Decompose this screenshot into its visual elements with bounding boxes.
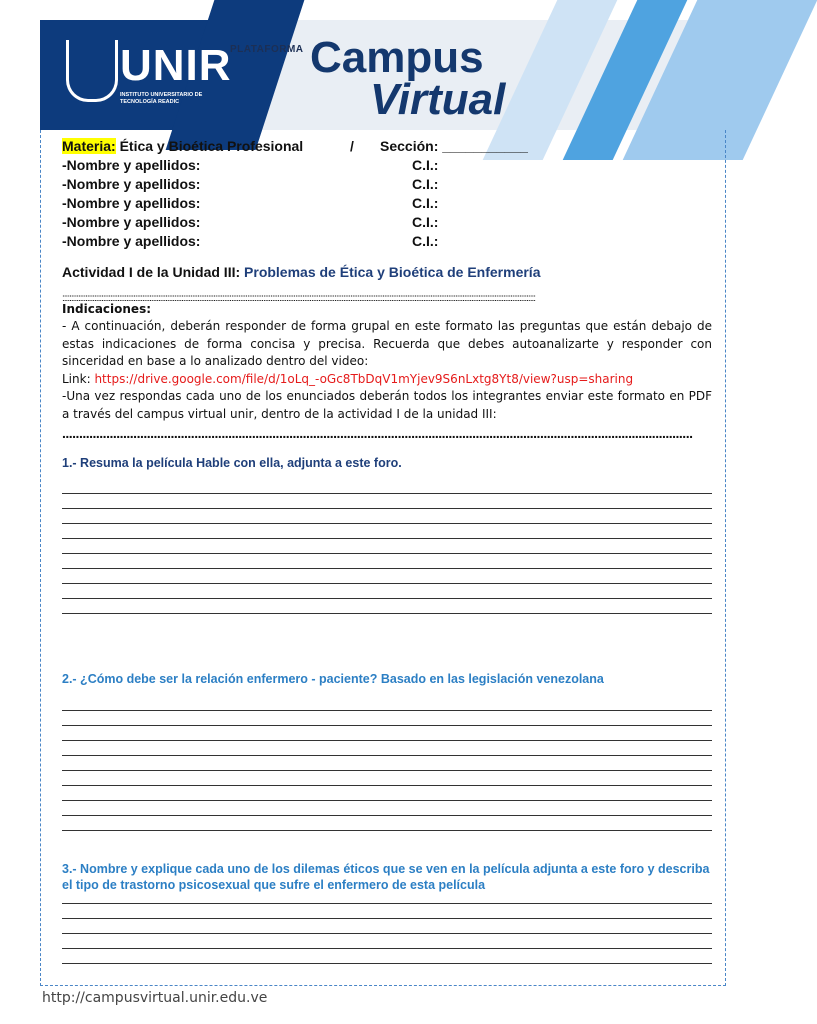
virtual-title: Virtual — [370, 75, 506, 124]
indications-paragraph: -Una vez respondas cada uno de los enunciados deberán todos los integrantes enviar este formato en PDF a través del campus virtual unir, dentro de la actividad I de la unidad III: — [62, 389, 712, 421]
activity-prefix: Actividad I de la Unidad III: — [62, 264, 245, 280]
activity-name: Problemas de Ética y Bioética de Enfermería — [244, 264, 541, 280]
indications-paragraph: - A continuación, deberán responder de forma grupal en este formato las preguntas que están debajo de estas indicaciones de forma concisa y precisa. Recuerda que debes autoanalizarte y responder con sinceridad en base a lo analizado dentro del video: — [62, 319, 712, 368]
answer-line[interactable] — [62, 613, 712, 614]
answer-line[interactable] — [62, 903, 712, 904]
link-label: Link: — [62, 371, 95, 386]
page-frame — [40, 130, 726, 986]
answer-line[interactable] — [62, 800, 712, 801]
question-1: 1.- Resuma la película Hable con ella, adjunta a este foro. — [62, 456, 402, 470]
name-field[interactable]: -Nombre y apellidos: — [62, 214, 201, 230]
student-row — [62, 157, 712, 176]
course-row — [62, 138, 712, 157]
student-row — [62, 176, 712, 195]
answer-line[interactable] — [62, 598, 712, 599]
answer-line[interactable] — [62, 710, 712, 711]
name-field[interactable]: -Nombre y apellidos: — [62, 157, 201, 173]
answer-line[interactable] — [62, 755, 712, 756]
answer-line[interactable] — [62, 770, 712, 771]
video-link[interactable]: https://drive.google.com/file/d/1oLq_-oGc8TbDqV1mYjev9S6nLxtg8Yt8/view?usp=sharing — [94, 371, 634, 386]
logo-text: UNIR — [120, 41, 232, 90]
plataforma-label: PLATAFORMA — [230, 44, 304, 55]
answer-line[interactable] — [62, 785, 712, 786]
student-info — [62, 138, 712, 252]
name-field[interactable]: -Nombre y apellidos: — [62, 195, 201, 211]
student-row — [62, 214, 712, 233]
student-row — [62, 233, 712, 252]
dotted-divider: .......................................................................................................................................................................................... — [62, 425, 693, 441]
ci-field[interactable]: C.I.: — [412, 214, 439, 230]
footer-url[interactable]: http://campusvirtual.unir.edu.ve — [42, 990, 268, 1006]
unir-logo — [60, 40, 232, 112]
logo-subtitle: INSTITUTO UNIVERSITARIO DE TECNOLOGÍA READIC — [120, 92, 203, 105]
materia-label: Materia: — [62, 138, 116, 154]
separator: / — [350, 138, 354, 154]
indications-title: Indicaciones: — [62, 302, 152, 316]
unir-crest-icon — [66, 40, 118, 102]
answer-line[interactable] — [62, 523, 712, 524]
header-banner — [40, 20, 728, 130]
ci-field[interactable]: C.I.: — [412, 176, 439, 192]
answer-line[interactable] — [62, 538, 712, 539]
ci-field[interactable]: C.I.: — [412, 195, 439, 211]
seccion-field[interactable]: Sección: ___________ — [380, 138, 528, 154]
link-line — [62, 371, 712, 389]
answer-line[interactable] — [62, 568, 712, 569]
name-field[interactable]: -Nombre y apellidos: — [62, 233, 201, 249]
answer-line[interactable] — [62, 508, 712, 509]
activity-title — [62, 264, 541, 280]
materia-value: Ética y Bioética Profesional — [115, 138, 304, 154]
indications-body — [62, 318, 712, 423]
answer-line[interactable] — [62, 933, 712, 934]
name-field[interactable]: -Nombre y apellidos: — [62, 176, 201, 192]
answer-line[interactable] — [62, 963, 712, 964]
answer-line[interactable] — [62, 815, 712, 816]
answer-line[interactable] — [62, 553, 712, 554]
answer-line[interactable] — [62, 948, 712, 949]
student-row — [62, 195, 712, 214]
answer-line[interactable] — [62, 725, 712, 726]
question-3: 3.- Nombre y explique cada uno de los dilemas éticos que se ven en la película adjunta a este foro y describa el tipo de trastorno psicosexual que sufre el enfermero de esta película — [62, 862, 710, 892]
answer-line[interactable] — [62, 493, 712, 494]
answer-line[interactable] — [62, 830, 712, 831]
question-2: 2.- ¿Cómo debe ser la relación enfermero - paciente? Basado en las legislación venezolana — [62, 672, 604, 686]
dotted-divider: :::::::::::::::::::::::::::::::::::::::::::::::::::::::::::::::::::::::::::::::::::::::::::::::::::::::::::::::::::::::::::::::::::::::::::::::::::::::::::::::::::::::::::::::::::::::::::::::::::::::::::::::::::::::::::::::::::::::::::::::::::::::::::::::::::::::::: — [62, 293, 536, 304]
answer-line[interactable] — [62, 740, 712, 741]
answer-line[interactable] — [62, 918, 712, 919]
campus-title: Campus — [310, 33, 484, 82]
ci-field[interactable]: C.I.: — [412, 233, 439, 249]
answer-line[interactable] — [62, 583, 712, 584]
ci-field[interactable]: C.I.: — [412, 157, 439, 173]
